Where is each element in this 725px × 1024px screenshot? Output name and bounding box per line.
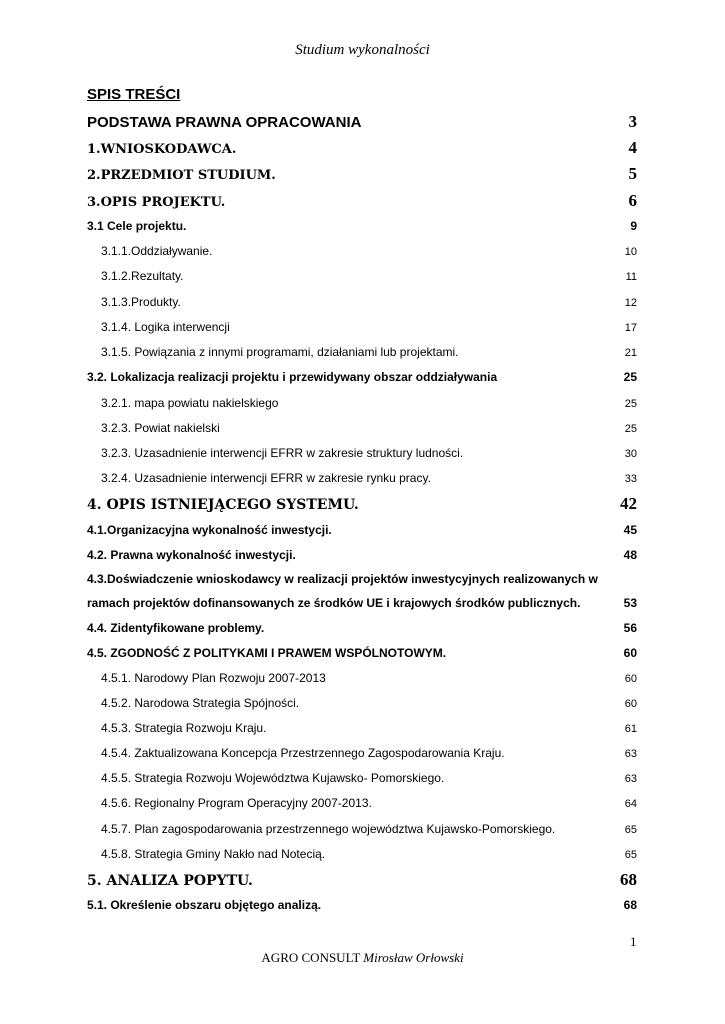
toc-entry-page: 68 xyxy=(623,898,637,912)
toc-entry-page: 48 xyxy=(623,548,637,562)
toc-entry[interactable] xyxy=(87,746,637,760)
toc-entry-text: 4.2. Prawna wykonalność inwestycji. xyxy=(87,548,296,562)
toc-entry-text: 4.5.5. Strategia Rozwoju Województwa Kujawsko- Pomorskiego. xyxy=(101,771,445,785)
toc-entry[interactable] xyxy=(87,696,637,710)
toc-entry[interactable] xyxy=(87,295,637,309)
toc-entry[interactable] xyxy=(87,621,637,635)
toc-entry[interactable] xyxy=(87,244,637,258)
toc-entry-page: 60 xyxy=(623,646,637,660)
toc-entry-page: 25 xyxy=(623,370,637,384)
toc-entry[interactable] xyxy=(87,320,637,334)
toc-entry[interactable] xyxy=(87,421,637,435)
page-footer xyxy=(0,950,725,966)
toc-entry-page: 60 xyxy=(624,698,637,710)
toc-entry-text: 4.5.1. Narodowy Plan Rozwoju 2007-2013 xyxy=(101,671,326,685)
toc-entry-text: 4. OPIS ISTNIEJĄCEGO SYSTEMU. xyxy=(87,497,359,513)
toc-entry-page: 63 xyxy=(624,748,637,760)
toc-entry-text: 5.1. Określenie obszaru objętego analizą. xyxy=(87,898,322,912)
page-header: Studium wykonalności xyxy=(295,42,430,58)
toc-entry[interactable] xyxy=(87,646,637,660)
toc-entry-text: 1.WNIOSKODAWCA. xyxy=(87,142,237,157)
toc-entry[interactable] xyxy=(87,446,637,460)
toc-entry-line1[interactable] xyxy=(87,572,637,586)
toc-entry-text: 3.2.3. Uzasadnienie interwencji EFRR w zakresie struktury ludności. xyxy=(101,446,464,460)
toc-entry-page: 64 xyxy=(624,798,637,810)
toc-entry-text: 4.5. ZGODNOŚĆ Z POLITYKAMI I PRAWEM WSPÓLNOTOWYM. xyxy=(87,646,447,660)
toc-entry[interactable] xyxy=(87,771,637,785)
toc-entry-text: 3.1.3.Produkty. xyxy=(101,295,181,309)
toc-entry-text: 4.5.7. Plan zagospodarowania przestrzennego województwa Kujawsko-Pomorskiego. xyxy=(101,822,556,836)
toc-entry[interactable] xyxy=(87,671,637,685)
toc-entry-text: 5. ANALIZA POPYTU. xyxy=(87,873,253,889)
toc-entry[interactable] xyxy=(87,164,637,184)
toc-entry-page: 5 xyxy=(628,164,637,183)
toc-entry-text: 2.PRZEDMIOT STUDIUM. xyxy=(87,168,276,183)
toc-entry-page: 56 xyxy=(623,621,637,635)
toc-entry-page: 42 xyxy=(620,494,637,513)
toc-entry-page: 25 xyxy=(624,423,637,435)
toc-entry-text: 4.5.3. Strategia Rozwoju Kraju. xyxy=(101,721,267,735)
toc-entry-text: 4.5.8. Strategia Gminy Nakło nad Notecią. xyxy=(101,847,326,861)
toc-entry-page: 53 xyxy=(623,596,637,610)
toc-entry[interactable] xyxy=(87,898,637,912)
toc-entry-page: 63 xyxy=(624,773,637,785)
toc-entry-page: 65 xyxy=(624,824,637,836)
toc-entry[interactable] xyxy=(87,370,637,384)
toc-entry-page: 4 xyxy=(628,138,637,157)
toc-entry[interactable] xyxy=(87,822,637,836)
toc-entry-page: 65 xyxy=(624,849,637,861)
toc-entry[interactable] xyxy=(87,269,637,283)
toc-entry-page: 61 xyxy=(624,723,637,735)
toc-entry-text: PODSTAWA PRAWNA OPRACOWANIA xyxy=(87,114,362,131)
toc-entry[interactable] xyxy=(87,870,637,890)
toc-title: SPIS TREŚCI xyxy=(87,86,181,103)
toc-entry-text: 4.5.6. Regionalny Program Operacyjny 2007-2013. xyxy=(101,796,372,810)
toc-entry-text: 3.2. Lokalizacja realizacji projektu i przewidywany obszar oddziaływania xyxy=(87,370,498,384)
toc-entry-text: 4.1.Organizacyjna wykonalność inwestycji. xyxy=(87,523,332,537)
toc-entry[interactable] xyxy=(87,721,637,735)
toc-entry[interactable] xyxy=(87,138,637,158)
toc-entry[interactable] xyxy=(87,396,637,410)
toc-entry-text: 3.2.3. Powiat nakielski xyxy=(101,421,220,435)
toc-entry-page: 30 xyxy=(624,448,637,460)
toc-entry[interactable] xyxy=(87,219,637,233)
toc-entry-page: 33 xyxy=(624,473,637,485)
toc-entry-page: 21 xyxy=(624,347,637,359)
toc-entry-page: 9 xyxy=(630,219,637,233)
toc-entry[interactable] xyxy=(87,796,637,810)
toc-entry-text: 3.1.1.Oddziaływanie. xyxy=(101,244,213,258)
toc-entry-text: 3.1.4. Logika interwencji xyxy=(101,320,230,334)
page-number: 1 xyxy=(630,934,637,949)
toc-entry[interactable] xyxy=(87,847,637,861)
toc-entry-page: 6 xyxy=(628,191,637,210)
toc-entry[interactable] xyxy=(87,494,637,514)
toc-entry[interactable] xyxy=(87,191,637,211)
toc-entry-text: 4.3.Doświadczenie wnioskodawcy w realizacji projektów inwestycyjnych realizowanych w xyxy=(87,572,598,586)
toc-entry-page: 25 xyxy=(624,398,637,410)
toc-entry-page: 68 xyxy=(620,870,637,889)
toc-entry-page: 45 xyxy=(623,523,637,537)
footer-author: Mirosław Orłowski xyxy=(363,950,464,965)
toc-entry-page: 11 xyxy=(625,271,637,283)
toc-entry-page: 12 xyxy=(624,297,637,309)
toc-entry-text: 4.5.4. Zaktualizowana Koncepcja Przestrzennego Zagospodarowania Kraju. xyxy=(101,746,505,760)
toc-entry-text: 3.2.4. Uzasadnienie interwencji EFRR w zakresie rynku pracy. xyxy=(101,471,431,485)
toc-entry-page: 10 xyxy=(624,246,637,258)
toc-entry-page: 17 xyxy=(624,322,637,334)
toc-entry-text: 3.1 Cele projektu. xyxy=(87,219,187,233)
toc-entry[interactable] xyxy=(87,523,637,537)
toc-entry[interactable] xyxy=(87,548,637,562)
toc-entry-text: ramach projektów dofinansowanych ze środków UE i krajowych środków publicznych. xyxy=(87,596,581,610)
toc-entry[interactable] xyxy=(87,471,637,485)
toc-entry-text: 3.1.2.Rezultaty. xyxy=(101,269,184,283)
toc-entry[interactable] xyxy=(87,596,637,610)
toc-entry-page: 60 xyxy=(624,673,637,685)
toc-entry-page: 3 xyxy=(628,112,637,131)
toc-entry-text: 4.5.2. Narodowa Strategia Spójności. xyxy=(101,696,300,710)
toc-entry-text: 4.4. Zidentyfikowane problemy. xyxy=(87,621,265,635)
toc-entry[interactable] xyxy=(87,112,637,132)
footer-company: AGRO CONSULT xyxy=(261,950,361,965)
toc-entry-text: 3.2.1. mapa powiatu nakielskiego xyxy=(101,396,279,410)
toc-entry[interactable] xyxy=(87,345,637,359)
toc-entry-text: 3.1.5. Powiązania z innymi programami, działaniami lub projektami. xyxy=(101,345,459,359)
toc-entry-text: 3.OPIS PROJEKTU. xyxy=(87,195,226,210)
